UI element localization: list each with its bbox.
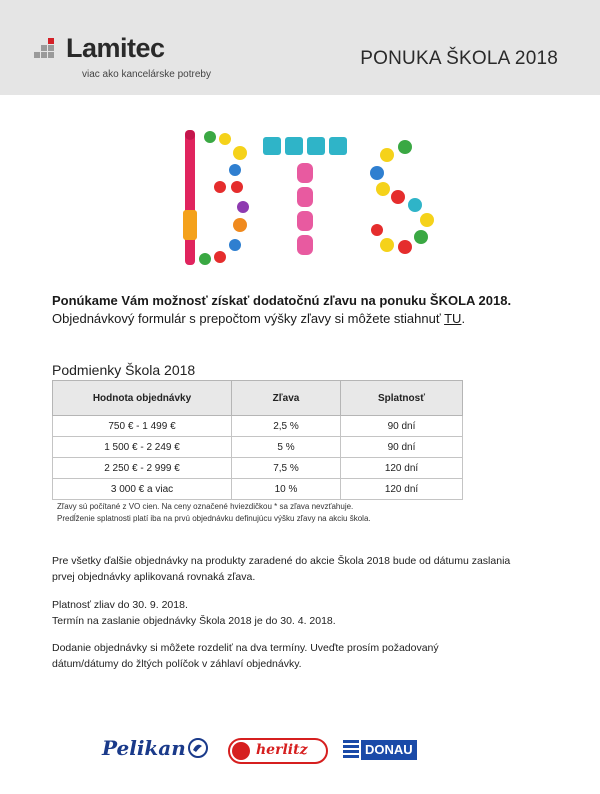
paragraph-delivery — [52, 640, 572, 672]
paragraph-line: prvej objednávky aplikovaná rovnaká zľava. — [52, 571, 256, 583]
intro-line-2 — [52, 310, 552, 328]
paragraph-line: dátum/dátumy do žltých políčok v záhlaví objednávky. — [52, 658, 302, 670]
conditions-title: Podmienky Škola 2018 — [52, 362, 196, 378]
donau-logo — [343, 740, 421, 760]
cell-discount: 5 % — [232, 437, 341, 458]
conditions-table — [52, 380, 463, 500]
cell-due-period: 90 dní — [341, 416, 463, 437]
table-row — [53, 437, 463, 458]
column-header-order-value: Hodnota objednávky — [53, 381, 232, 416]
table-notes — [57, 501, 371, 525]
bts-crayons-illustration — [165, 125, 455, 275]
cell-order-value: 3 000 € a viac — [53, 479, 232, 500]
note-discount: Zľavy sú počítané z VO cien. Na ceny označené hviezdičkou * sa zľava nevzťahuje. — [57, 502, 354, 511]
paragraph-further-orders — [52, 553, 572, 585]
column-header-discount: Zľava — [232, 381, 341, 416]
pelican-bird-icon — [188, 738, 208, 758]
logo-name: Lamitec — [66, 33, 165, 63]
donau-stripes-icon — [343, 740, 359, 760]
lamitec-logo-icon — [34, 38, 62, 66]
column-header-due-period: Splatnosť — [341, 381, 463, 416]
table-header-row — [53, 381, 463, 416]
logo-tagline: viac ako kancelárske potreby — [82, 69, 211, 80]
table-row — [53, 416, 463, 437]
header — [0, 0, 600, 95]
download-link[interactable]: TU — [444, 311, 462, 326]
paragraph-line: Pre všetky ďalšie objednávky na produkty zaradené do akcie Škola 2018 bude od dátumu zaslania — [52, 555, 511, 567]
intro-line-2-suffix: . — [461, 311, 466, 326]
cell-due-period: 90 dní — [341, 437, 463, 458]
cell-order-value: 750 € - 1 499 € — [53, 416, 232, 437]
pelikan-logo: Pelikan — [102, 736, 186, 760]
intro-line-1: Ponúkame Vám možnosť získať dodatočnú zľavu na ponuku ŠKOLA 2018. — [52, 293, 512, 308]
cell-due-period: 120 dní — [341, 479, 463, 500]
paragraph-validity — [52, 597, 572, 629]
brand-logos — [0, 730, 600, 770]
herlitz-wordmark: herlitz — [256, 742, 308, 758]
cell-due-period: 120 dní — [341, 458, 463, 479]
table-row — [53, 458, 463, 479]
intro-text — [52, 292, 552, 328]
cell-order-value: 1 500 € - 2 249 € — [53, 437, 232, 458]
cell-order-value: 2 250 € - 2 999 € — [53, 458, 232, 479]
intro-line-2-text: Objednávkový formulár s prepočtom výšky zľavy si môžete stiahnuť — [52, 311, 445, 326]
herlitz-logo — [228, 738, 328, 764]
herlitz-mark-icon — [232, 742, 250, 760]
paragraph-line: Dodanie objednávky si môžete rozdeliť na dva termíny. Uveďte prosím požadovaný — [52, 642, 439, 654]
cell-discount: 7,5 % — [232, 458, 341, 479]
table-row — [53, 479, 463, 500]
note-due-period: Predĺženie splatnosti platí iba na prvú objednávku definujúcu výšku zľavy na akciu škola. — [57, 514, 371, 523]
paragraph-line: Platnosť zliav do 30. 9. 2018. — [52, 599, 188, 611]
paragraph-line: Termín na zaslanie objednávky Škola 2018 je do 30. 4. 2018. — [52, 615, 336, 627]
donau-wordmark: DONAU — [361, 740, 417, 760]
cell-discount: 10 % — [232, 479, 341, 500]
page-title: PONUKA ŠKOLA 2018 — [360, 48, 558, 69]
cell-discount: 2,5 % — [232, 416, 341, 437]
